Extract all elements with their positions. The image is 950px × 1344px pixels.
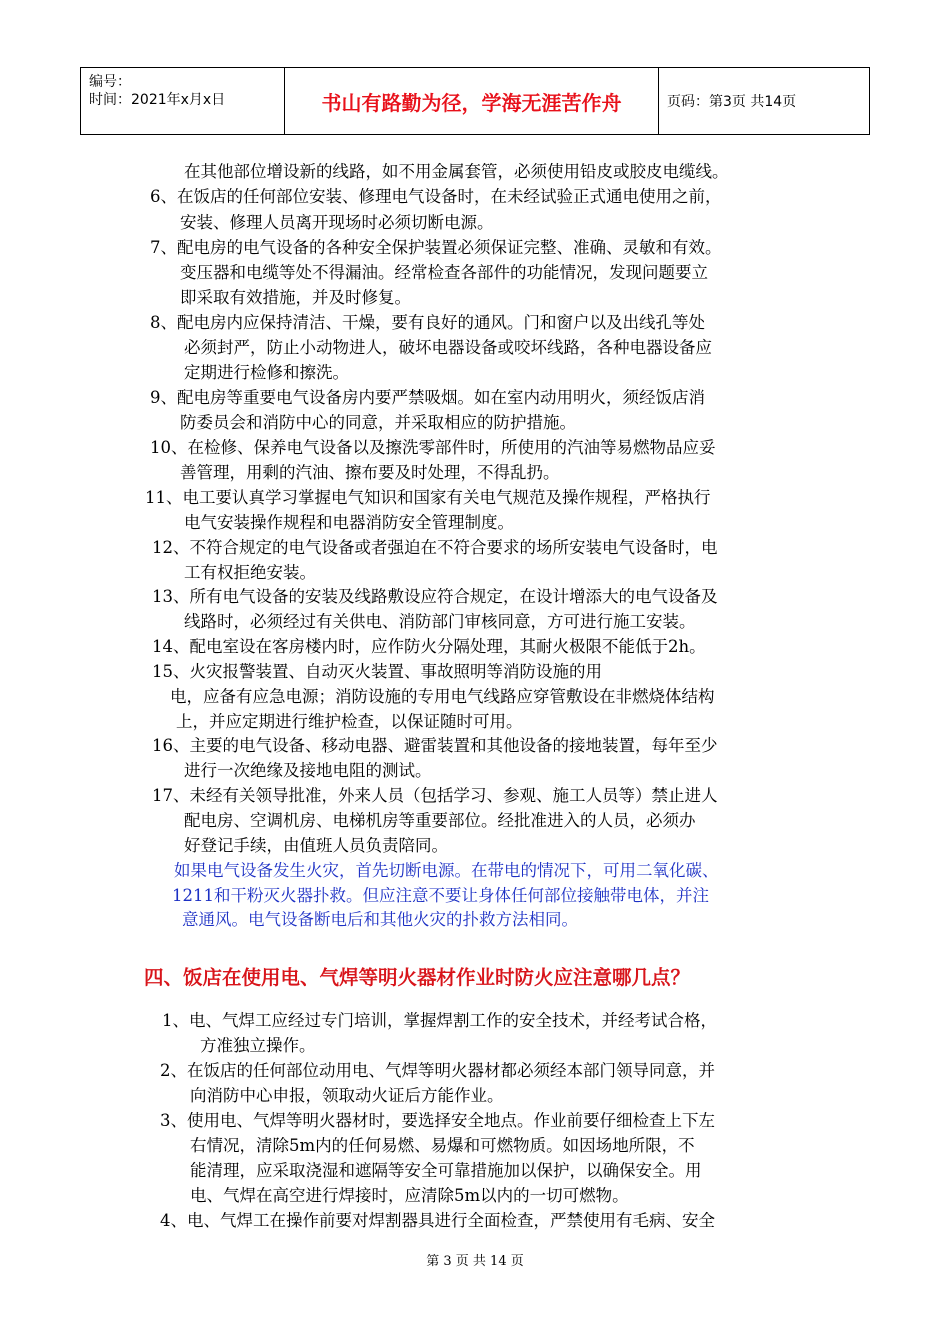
body-line: 方准独立操作。 bbox=[200, 1036, 316, 1055]
header-page-info: 页码：第3页 共14页 bbox=[667, 94, 797, 110]
body-line: 进行一次绝缘及接地电阻的测试。 bbox=[184, 761, 432, 780]
body-line: 能清理，应采取浇湿和遮隔等安全可靠措施加以保护，以确保安全。用 bbox=[190, 1161, 702, 1180]
document-number-label: 编号： bbox=[89, 74, 131, 90]
list-item-10: 10、在检修、保养电气设备以及擦洗零部件时，所使用的汽油等易燃物品应妥 bbox=[150, 438, 716, 457]
body-line: 善管理，用剩的汽油、擦布要及时处理，不得乱扔。 bbox=[180, 463, 560, 482]
body-line: 线路时，必须经过有关供电、消防部门审核同意，方可进行施工安装。 bbox=[184, 612, 696, 631]
list-item-12: 12、不符合规定的电气设备或者强迫在不符合要求的场所安装电气设备时，电 bbox=[152, 538, 718, 557]
list-item-14: 14、配电室设在客房楼内时，应作防火分隔处理，其耐火极限不能低于2h。 bbox=[152, 637, 706, 656]
list-item-13: 13、所有电气设备的安装及线路敷设应符合规定，在设计增添大的电气设备及 bbox=[152, 587, 718, 606]
section-heading: 四、饭店在使用电、气焊等明火器材作业时防火应注意哪几点？ bbox=[144, 966, 691, 989]
list-item-16: 16、主要的电气设备、移动电器、避雷装置和其他设备的接地装置，每年至少 bbox=[152, 736, 718, 755]
body-line: 右情况，清除5m内的任何易燃、易爆和可燃物质。如因场地所限，不 bbox=[190, 1136, 695, 1155]
body-line: 防委员会和消防中心的同意，并采取相应的防护措施。 bbox=[180, 413, 576, 432]
body-line: 电、气焊在高空进行焊接时，应清除5m以内的一切可燃物。 bbox=[190, 1186, 629, 1205]
page-header bbox=[80, 67, 870, 135]
body-line: 安装、修理人员离开现场时必须切断电源。 bbox=[180, 213, 494, 232]
section-item-2: 2、在饭店的任何部位动用电、气焊等明火器材都必须经本部门领导同意，并 bbox=[160, 1061, 715, 1080]
note-line: 意通风。电气设备断电后和其他火灾的扑救方法相同。 bbox=[182, 910, 578, 929]
list-item-17: 17、未经有关领导批准，外来人员（包括学习、参观、施工人员等）禁止进人 bbox=[152, 786, 718, 805]
list-item-11: 11、电工要认真学习掌握电气知识和国家有关电气规范及操作规程，严格执行 bbox=[145, 488, 711, 507]
section-item-1: 1、电、气焊工应经过专门培训，掌握焊割工作的安全技术，并经考试合格， bbox=[162, 1011, 717, 1030]
body-line: 必须封严，防止小动物进人，破坏电器设备或咬坏线路，各种电器设备应 bbox=[184, 338, 712, 357]
body-line: 变压器和电缆等处不得漏油。经常检查各部件的功能情况，发现问题要立 bbox=[180, 263, 708, 282]
list-item-6: 6、在饭店的任何部位安装、修理电气设备时，在未经试验正式通电使用之前， bbox=[150, 187, 722, 206]
section-item-3: 3、使用电、气焊等明火器材时，要选择安全地点。作业前要仔细检查上下左 bbox=[160, 1111, 715, 1130]
page-footer: 第 3 页 共 14 页 bbox=[426, 1254, 524, 1269]
list-item-8: 8、配电房内应保持清洁、干燥，要有良好的通风。门和窗户以及出线孔等处 bbox=[150, 313, 705, 332]
note-line: 1211和干粉灭火器扑救。但应注意不要让身体任何部位接触带电体，并注 bbox=[172, 886, 709, 905]
header-motto: 书山有路勤为径，学海无涯苦作舟 bbox=[285, 68, 659, 134]
list-item-15: 15、火灾报警装置、自动灭火装置、事故照明等消防设施的用 bbox=[152, 662, 602, 681]
body-line: 电，应备有应急电源；消防设施的专用电气线路应穿管敷设在非燃烧体结构 bbox=[170, 687, 715, 706]
body-line: 定期进行检修和擦洗。 bbox=[184, 363, 349, 382]
list-item-9: 9、配电房等重要电气设备房内要严禁吸烟。如在室内动用明火，须经饭店消 bbox=[150, 388, 705, 407]
header-left-cell bbox=[81, 68, 285, 134]
body-line: 在其他部位增设新的线路，如不用金属套管，必须使用铅皮或胶皮电缆线。 bbox=[184, 162, 729, 181]
note-line: 如果电气设备发生火灾，首先切断电源。在带电的情况下，可用二氧化碳、 bbox=[174, 861, 719, 880]
body-line: 工有权拒绝安装。 bbox=[184, 563, 316, 582]
body-line: 配电房、空调机房、电梯机房等重要部位。经批准进入的人员，必须办 bbox=[184, 811, 696, 830]
body-line: 向消防中心申报，领取动火证后方能作业。 bbox=[190, 1086, 504, 1105]
body-line: 上，并应定期进行维护检查，以保证随时可用。 bbox=[176, 712, 523, 731]
list-item-7: 7、配电房的电气设备的各种安全保护装置必须保证完整、准确、灵敏和有效。 bbox=[150, 238, 722, 257]
document-date: 时间：2021年x月x日 bbox=[89, 92, 226, 108]
section-item-4: 4、电、气焊工在操作前要对焊割器具进行全面检查，严禁使用有毛病、安全 bbox=[160, 1211, 715, 1230]
body-line: 好登记手续，由值班人员负责陪同。 bbox=[184, 836, 448, 855]
body-line: 即采取有效措施，并及时修复。 bbox=[180, 288, 411, 307]
body-line: 电气安装操作规程和电器消防安全管理制度。 bbox=[184, 513, 514, 532]
